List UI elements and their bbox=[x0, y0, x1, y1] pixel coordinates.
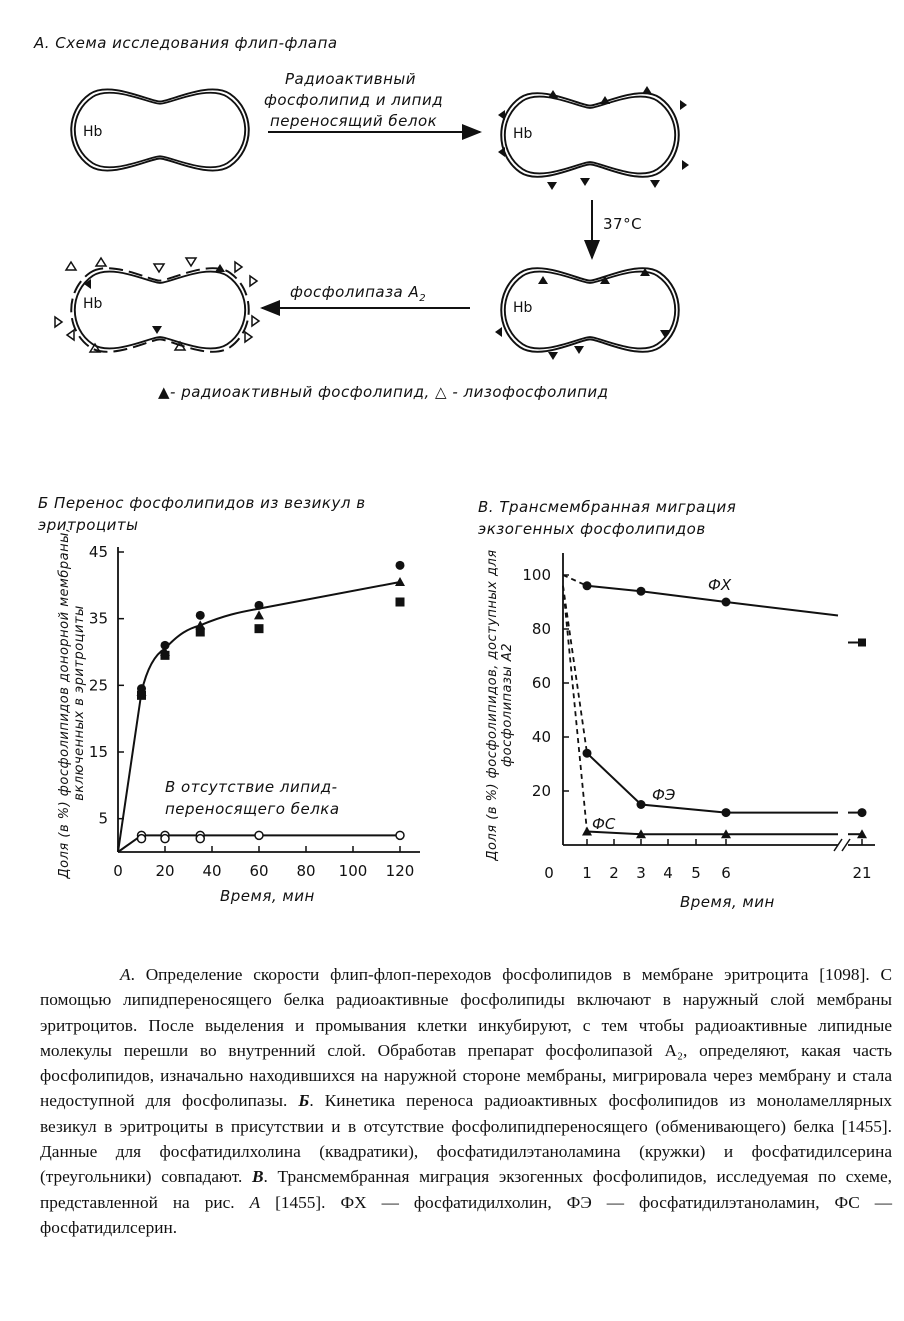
chart-c-point-circle bbox=[583, 581, 592, 590]
chart-c-xlabel: Время, мин bbox=[680, 893, 775, 911]
chart-b-title: Б Перенос фосфолипидов из везикул в эритроциты bbox=[38, 494, 366, 534]
step1-label-line3: переносящий белок bbox=[270, 112, 438, 130]
figure-caption: А. Определение скорости флип-флоп-переходов фосфолипидов в мембране эритроцита [1098]. С помощью липидпереносящего белка радиоактивные фосфолипиды включают в наружный слой мембраны эритроцитов. После выделения и промывания клетки инкубируют, с тем чтобы радиоактивные липидные молекулы перешли во внутренний слой. Обработав препарат фосфолипазой А₂, определяют, какая часть фосфолипидов, изначально находившихся на наружной стороне мембраны, мигрировала через мембрану и стала недоступной для фосфолипазы. Б. Кинетика переноса радиоактивных фосфолипидов из моноламеллярных везикул в эритроциты в присутствии и в отсутствие фосфолипидпереносящего (обменивающего) белка [1455]. Данные для фосфатидилхолина (квадратики), фосфатидилэтаноламина (кружки) и фосфатидилсерина (треугольники) совпадают. В. Трансмембранная миграция экзогенных фосфолипидов, исследуемая по схеме, представленной на рис. А [1455]. ФХ — фосфатидилхолин, ФЭ — фосфатидилэтаноламин, ФС — фосфатидилсерин. bbox=[40, 965, 892, 1237]
chart-c-x-tick-label: 1 bbox=[582, 864, 592, 882]
scheme-legend: ▲- радиоактивный фосфолипид, △ - лизофосфолипид bbox=[158, 383, 609, 401]
chart-b-x-tick-label: 40 bbox=[202, 862, 222, 880]
chart-b-annotation: В отсутствие липид-переносящего белка bbox=[165, 778, 340, 818]
step2-label: 37°С bbox=[603, 215, 643, 233]
chart-c-series-start bbox=[563, 586, 587, 832]
chart-c-point-circle bbox=[858, 808, 867, 817]
step1-label-line1: Радиоактивный bbox=[285, 70, 417, 88]
chart-b-x-tick-label: 100 bbox=[338, 862, 368, 880]
hb-label-2: Hb bbox=[513, 126, 533, 142]
step1-label-line2: фосфолипид и липид bbox=[264, 91, 444, 109]
chart-c-y-tick-label: 80 bbox=[531, 620, 551, 638]
chart-c-x-tick-label: 5 bbox=[691, 864, 701, 882]
chart-c-point-circle bbox=[637, 587, 646, 596]
chart-c-series-line bbox=[587, 832, 838, 835]
hb-label-4: Hb bbox=[83, 296, 103, 312]
caption-lead-a: А bbox=[120, 965, 131, 984]
chart-b-x-tick-label: 120 bbox=[385, 862, 415, 880]
chart-c-point-circle bbox=[722, 808, 731, 817]
chart-b-y-tick-label: 45 bbox=[88, 543, 108, 561]
chart-c-x-tick-label: 0 bbox=[544, 864, 554, 882]
chart-c-x-tick-label: 4 bbox=[663, 864, 673, 882]
chart-b-y-tick-label: 25 bbox=[88, 676, 108, 695]
chart-c-y-tick-label: 20 bbox=[531, 782, 551, 800]
chart-b-y-tick-label: 15 bbox=[88, 743, 108, 761]
chart-b-y-tick-label: 5 bbox=[98, 809, 108, 828]
chart-c-series-label: ФХ bbox=[708, 576, 732, 594]
hb-label-3: Hb bbox=[513, 300, 533, 316]
chart-c-point-circle bbox=[583, 749, 592, 758]
chart-c-series-label: ФС bbox=[592, 815, 616, 833]
hb-label-1: Hb bbox=[83, 124, 103, 140]
chart-c-ylabel: Доля (в %) фосфолипидов, доступных для фосфолипазы А2 bbox=[485, 549, 515, 861]
chart-c-x-tick-label: 2 bbox=[609, 864, 619, 882]
chart-b-x-tick-label: 0 bbox=[113, 862, 123, 880]
chart-c-x-tick-label: 6 bbox=[721, 864, 731, 882]
chart-c-series-line bbox=[587, 753, 838, 812]
chart-b-x-tick-label: 80 bbox=[296, 862, 316, 880]
step3-label: фосфолипаза $А_2$ bbox=[290, 283, 427, 304]
chart-b-x-tick-label: 60 bbox=[249, 862, 269, 880]
chart-c-x-tick-label: 21 bbox=[852, 864, 872, 882]
chart-b-xlabel: Время, мин bbox=[220, 887, 315, 905]
chart-b-y-tick-label: 35 bbox=[88, 609, 108, 628]
chart-b-x-tick-label: 20 bbox=[155, 862, 175, 880]
chart-c-title: В. Трансмембранная миграция экзогенных фосфолипидов bbox=[478, 498, 737, 538]
chart-c-point-circle bbox=[637, 800, 646, 809]
chart-c-y-tick-label: 60 bbox=[531, 674, 551, 692]
chart-c-y-tick-label: 100 bbox=[522, 566, 551, 584]
chart-c-series-label: ФЭ bbox=[652, 786, 676, 804]
chart-c-x-tick-label: 3 bbox=[636, 864, 646, 882]
chart-c-series-start bbox=[563, 586, 587, 753]
chart-c-y-tick-label: 40 bbox=[531, 728, 551, 746]
scheme-title: А. Схема исследования флип-флапа bbox=[34, 34, 338, 52]
chart-c-point-square bbox=[858, 639, 866, 647]
chart-c-point-circle bbox=[722, 598, 731, 607]
chart-b-ylabel: Доля (в %) фосфолипидов донорной мембраны, включенных в эритроциты bbox=[57, 527, 87, 879]
